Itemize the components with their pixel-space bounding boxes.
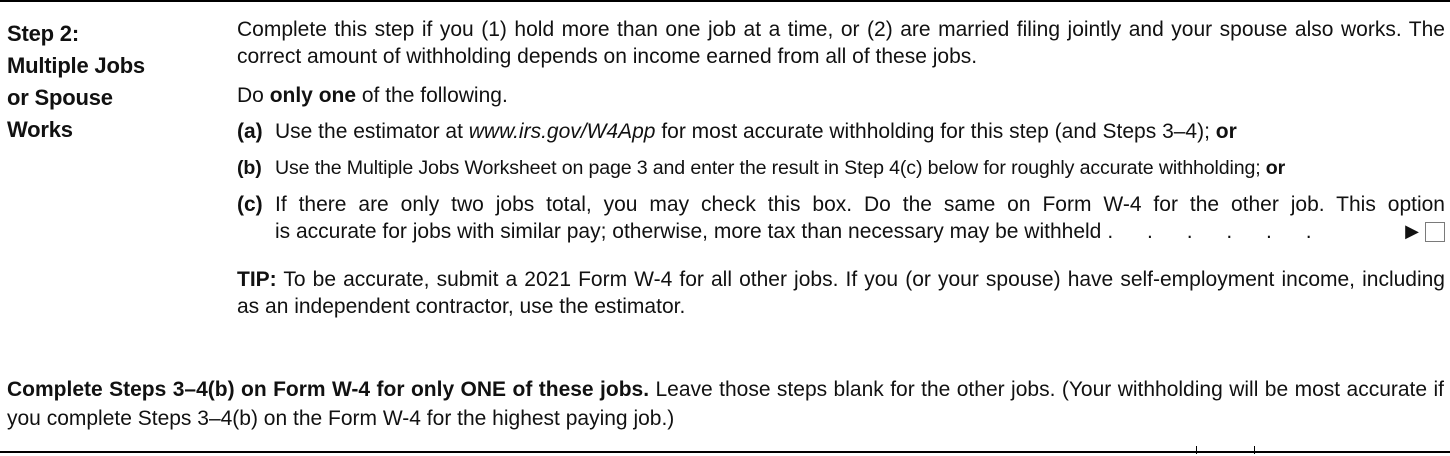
- option-a: [237, 118, 1445, 145]
- option-c-key: (c): [237, 193, 263, 216]
- option-b-text: Use the Multiple Jobs Worksheet on page 3 and enter the result in Step 4(c) below for roughly accurate withholding;: [275, 157, 1261, 179]
- tip-paragraph: [237, 266, 1445, 320]
- option-c-line-2: [275, 218, 1445, 245]
- step-content: [237, 16, 1445, 320]
- intro-paragraph: Complete this step if you (1) hold more than one job at a time, or (2) are married filing jointly and your spouse also works. The correct amount of withholding depends on income earned from all of these jobs.: [237, 18, 1445, 68]
- tip-text: To be accurate, submit a 2021 Form W-4 for all other jobs. If you (or your spouse) have self-employment income, including as an independent contractor, use the estimator.: [237, 268, 1445, 318]
- complete-steps-note: [7, 375, 1444, 433]
- do-one-suffix: of the following.: [356, 84, 508, 107]
- do-one-emphasis: only one: [269, 84, 357, 107]
- step-title-line: or Spouse: [7, 85, 113, 110]
- option-a-or: or: [1215, 120, 1237, 143]
- estimator-link[interactable]: www.irs.gov/W4App: [468, 120, 656, 143]
- two-jobs-checkbox[interactable]: [1425, 222, 1445, 242]
- step-title-line: Step 2:: [7, 21, 79, 46]
- option-a-text: Use the estimator at: [275, 120, 469, 143]
- do-one-prefix: Do: [237, 84, 270, 107]
- step-title: [7, 18, 217, 146]
- top-rule: [0, 0, 1450, 2]
- dot-leader: . . . . . .: [1107, 220, 1326, 243]
- option-a-text-end: for most accurate withholding for this step (and Steps 3–4);: [655, 120, 1210, 143]
- do-one-instruction: [237, 82, 1445, 109]
- option-a-key: (a): [237, 120, 263, 143]
- option-b: [237, 155, 1445, 182]
- complete-steps-note-text: Leave those steps blank for the other jobs. (Your withholding will be most accurate if you complete Steps 3–4(b) on the Form W-4 for the highest paying job.): [7, 378, 1444, 430]
- column-divider: [1254, 446, 1255, 454]
- option-c-line-1: If there are only two jobs total, you may check this box. Do the same on Form W-4 for the other job. This option: [275, 193, 1445, 216]
- tip-label: TIP:: [237, 268, 277, 291]
- column-divider: [1196, 446, 1197, 454]
- step-title-line: Works: [7, 117, 73, 142]
- step-title-line: Multiple Jobs: [7, 53, 145, 78]
- right-arrow-icon: ▶: [1405, 221, 1419, 241]
- option-b-key: (b): [237, 157, 262, 179]
- bottom-rule: [0, 451, 1450, 453]
- option-c-line-2-text: is accurate for jobs with similar pay; otherwise, more tax than necessary may be withheld: [275, 220, 1102, 243]
- complete-steps-note-bold: Complete Steps 3–4(b) on Form W-4 for only ONE of these jobs.: [7, 378, 650, 401]
- option-b-or: or: [1265, 157, 1286, 179]
- option-c: [237, 191, 1445, 245]
